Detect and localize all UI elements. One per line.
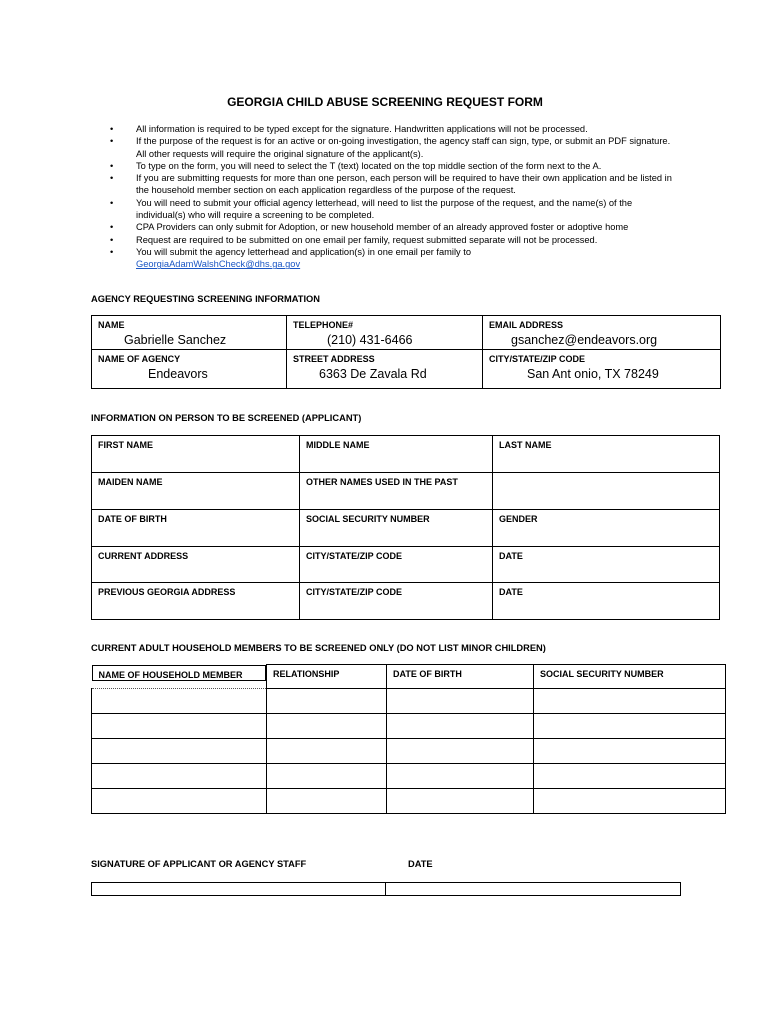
household-ssn-input[interactable] (534, 739, 726, 764)
household-relationship-input[interactable] (267, 689, 387, 714)
agency-org-value: Endeavors (148, 367, 208, 381)
signature-field[interactable] (92, 883, 386, 896)
household-ssn-input[interactable] (534, 764, 726, 789)
city-label: CITY/STATE/ZIP CODE (489, 354, 586, 364)
instruction-item: • You will need to submit your official agency letterhead, will need to list the purpose of the request, and the name(s) of the individual(s) who will require a screening to be completed. (110, 197, 680, 222)
current-date-label: DATE (499, 551, 523, 561)
household-name-input[interactable] (92, 714, 267, 739)
dob-field[interactable] (92, 510, 300, 547)
previous-address-label: PREVIOUS GEORGIA ADDRESS (98, 587, 236, 597)
current-city-field[interactable] (300, 547, 493, 583)
ssn-field[interactable] (300, 510, 493, 547)
street-value: 6363 De Zavala Rd (319, 367, 427, 381)
household-table (91, 664, 726, 814)
household-row (92, 739, 726, 764)
household-name-input[interactable] (92, 764, 267, 789)
middle-name-field[interactable] (300, 436, 493, 473)
agency-name-value: Gabrielle Sanchez (124, 333, 227, 347)
instruction-item: • If the purpose of the request is for an active or on-going investigation, the agency staff can sign, type, or submit an PDF signature. All other requests will require the original signature of the applicant(s). (110, 135, 680, 160)
middle-name-label: MIDDLE NAME (306, 440, 370, 450)
signature-date-field[interactable] (386, 883, 681, 896)
agency-name-cell[interactable] (92, 316, 287, 350)
instruction-item: • CPA Providers can only submit for Adoption, or new household member of an already approved foster or adoptive home (110, 221, 680, 233)
email-value: gsanchez@endeavors.org (511, 333, 658, 347)
form-title: GEORGIA CHILD ABUSE SCREENING REQUEST FORM (227, 95, 543, 109)
household-relationship-input[interactable] (267, 764, 387, 789)
instructions-list (110, 123, 680, 271)
agency-table (91, 315, 721, 389)
household-row (92, 764, 726, 789)
previous-date-field[interactable] (493, 583, 720, 620)
signature-label: SIGNATURE OF APPLICANT OR AGENCY STAFF (91, 859, 307, 869)
household-dob-input[interactable] (387, 789, 534, 814)
current-date-field[interactable] (493, 547, 720, 583)
household-relationship-input[interactable] (267, 739, 387, 764)
household-dob-input[interactable] (387, 689, 534, 714)
household-row (92, 689, 726, 714)
household-col-relationship: RELATIONSHIP (267, 665, 387, 689)
blank-field[interactable] (493, 473, 720, 510)
household-ssn-input[interactable] (534, 689, 726, 714)
city-value: San Ant onio, TX 78249 (527, 367, 659, 381)
agency-name-label: NAME (98, 320, 125, 330)
household-name-input[interactable] (92, 739, 267, 764)
previous-city-field[interactable] (300, 583, 493, 620)
current-address-label: CURRENT ADDRESS (98, 551, 189, 561)
household-header-row (92, 665, 726, 689)
household-relationship-input[interactable] (267, 789, 387, 814)
street-label: STREET ADDRESS (293, 354, 375, 364)
first-name-label: FIRST NAME (98, 440, 153, 450)
instruction-item: • To type on the form, you will need to select the T (text) located on the top middle section of the form next to the A. (110, 160, 680, 172)
instruction-item: • If you are submitting requests for more than one person, each person will be required to have their own application and be listed in the household member section on each application regardless of the purpose of the request. (110, 172, 680, 197)
instruction-item: • You will submit the agency letterhead and application(s) in one email per family to GeorgiaAdamWalshCheck@dhs.ga.gov (110, 246, 680, 271)
instruction-item: • All information is required to be typed except for the signature. Handwritten applications will not be processed. (110, 123, 680, 135)
household-dob-input[interactable] (387, 739, 534, 764)
signature-date-label: DATE (408, 859, 433, 869)
household-row (92, 789, 726, 814)
household-row (92, 714, 726, 739)
household-name-input[interactable] (92, 689, 267, 714)
city-cell[interactable] (483, 350, 721, 389)
telephone-value: (210) 431-6466 (327, 333, 413, 347)
maiden-name-field[interactable] (92, 473, 300, 510)
last-name-label: LAST NAME (499, 440, 552, 450)
previous-city-label: CITY/STATE/ZIP CODE (306, 587, 403, 597)
maiden-name-label: MAIDEN NAME (98, 477, 163, 487)
email-label: EMAIL ADDRESS (489, 320, 564, 330)
household-dob-input[interactable] (387, 764, 534, 789)
agency-section-heading: AGENCY REQUESTING SCREENING INFORMATION (91, 294, 320, 304)
telephone-cell[interactable] (287, 316, 483, 350)
current-city-label: CITY/STATE/ZIP CODE (306, 551, 403, 561)
agency-org-cell[interactable] (92, 350, 287, 389)
household-col-ssn: SOCIAL SECURITY NUMBER (534, 665, 726, 689)
other-names-label: OTHER NAMES USED IN THE PAST (306, 477, 458, 487)
household-section-heading: CURRENT ADULT HOUSEHOLD MEMBERS TO BE SCREENED ONLY (DO NOT LIST MINOR CHILDREN) (91, 643, 546, 653)
household-col-dob: DATE OF BIRTH (387, 665, 534, 689)
current-address-field[interactable] (92, 547, 300, 583)
household-col-name: NAME OF HOUSEHOLD MEMBER (92, 665, 267, 681)
gender-label: GENDER (499, 514, 538, 524)
agency-org-label: NAME OF AGENCY (98, 354, 181, 364)
applicant-section-heading: INFORMATION ON PERSON TO BE SCREENED (APPLICANT) (91, 413, 362, 423)
household-ssn-input[interactable] (534, 789, 726, 814)
street-cell[interactable] (287, 350, 483, 389)
previous-address-field[interactable] (92, 583, 300, 620)
dob-label: DATE OF BIRTH (98, 514, 167, 524)
signature-table (91, 882, 681, 896)
household-dob-input[interactable] (387, 714, 534, 739)
email-cell[interactable] (483, 316, 721, 350)
telephone-label: TELEPHONE# (293, 320, 354, 330)
first-name-field[interactable] (92, 436, 300, 473)
email-link[interactable]: GeorgiaAdamWalshCheck@dhs.ga.gov (136, 259, 301, 270)
ssn-label: SOCIAL SECURITY NUMBER (306, 514, 430, 524)
last-name-field[interactable] (493, 436, 720, 473)
household-name-input[interactable] (92, 789, 267, 814)
instruction-item: • Request are required to be submitted on one email per family, request submitted separate will not be processed. (110, 234, 680, 246)
previous-date-label: DATE (499, 587, 523, 597)
other-names-field[interactable] (300, 473, 493, 510)
applicant-table (91, 435, 720, 620)
household-ssn-input[interactable] (534, 714, 726, 739)
gender-field[interactable] (493, 510, 720, 547)
household-relationship-input[interactable] (267, 714, 387, 739)
